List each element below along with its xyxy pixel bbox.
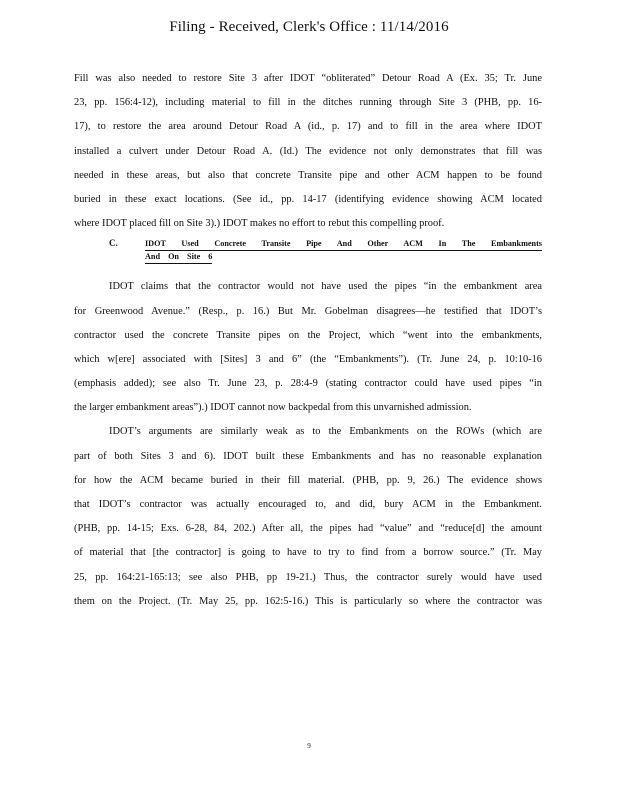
text-line: IDOT’s arguments are similarly weak as to the Embankments on the ROWs (which are (109, 426, 542, 438)
text-line: them on the Project. (Tr. May 25, pp. 162:5-16.) This is particularly so where the contractor was (74, 595, 542, 607)
text-line: which w[ere] associated with [Sites] 3 and 6” (the “Embankments”). (Tr. June 24, p. 10:10-16 (74, 353, 542, 365)
text-line: buried in these exact locations. (See id., pp. 14-17 (identifying evidence showing ACM located (74, 193, 542, 205)
section-title-line-1: IDOT Used Concrete Transite Pipe And Other ACM In The Embankments (145, 238, 542, 251)
section-heading (74, 238, 542, 280)
section-title (145, 238, 542, 264)
text-line: for Greenwood Avenue.” (Resp., p. 16.) But Mr. Gobelman disagrees—he testified that IDOT’s (74, 305, 542, 317)
document-body (74, 72, 542, 619)
section-letter: C. (109, 238, 118, 249)
text-line: 23, pp. 156:4-12), including material to fill in the ditches running through Site 3 (PHB, pp. 16- (74, 97, 542, 109)
text-line: part of both Sites 3 and 6). IDOT built these Embankments and has no reasonable explanation (74, 450, 542, 462)
paragraph-1 (74, 72, 542, 241)
text-line: needed in these areas, but also that concrete Transite pipe and other ACM happen to be found (74, 169, 542, 181)
text-line: of material that [the contractor] is going to have to try to find from a borrow source.” (Tr. May (74, 547, 542, 559)
text-line: (emphasis added); see also Tr. June 23, p. 28:4-9 (stating contractor could have used pipes “in (74, 378, 542, 390)
text-line: Fill was also needed to restore Site 3 after IDOT “obliterated” Detour Road A (Ex. 35; Tr. June (74, 73, 542, 84)
filing-header: Filing - Received, Clerk's Office : 11/14/2016 (169, 19, 449, 35)
text-line: for how the ACM became buried in their fill material. (PHB, pp. 9, 26.) The evidence shows (74, 474, 542, 486)
text-line: that IDOT’s contractor was actually encouraged to, and did, bury ACM in the Embankment. (74, 499, 542, 510)
paragraph-2 (74, 280, 542, 425)
text-line: the larger embankment areas”).) IDOT cannot now backpedal from this unvarnished admission. (74, 402, 472, 414)
text-line: 17), to restore the area around Detour Road A (id., p. 17) and to fill in the area where IDOT (74, 121, 542, 133)
section-title-line-2: And On Site 6 (145, 251, 212, 264)
text-line: IDOT claims that the contractor would not have used the pipes “in the embankment area (109, 281, 542, 293)
paragraph-3 (74, 425, 542, 619)
text-line: (PHB, pp. 14-15; Exs. 6-28, 84, 202.) After all, the pipes had “value” and “reduce[d] the amount (74, 523, 542, 535)
text-line: installed a culvert under Detour Road A. (Id.) The evidence not only demonstrates that fill was (74, 145, 542, 157)
text-line: where IDOT placed fill on Site 3).) IDOT makes no effort to rebut this compelling proof. (74, 218, 445, 230)
text-line: 25, pp. 164:21-165:13; see also PHB, pp 19-21.) Thus, the contractor surely would have used (74, 571, 542, 583)
text-line: contractor used the concrete Transite pipes on the Project, which “went into the embankments, (74, 329, 542, 341)
page-number: 9 (307, 742, 311, 750)
